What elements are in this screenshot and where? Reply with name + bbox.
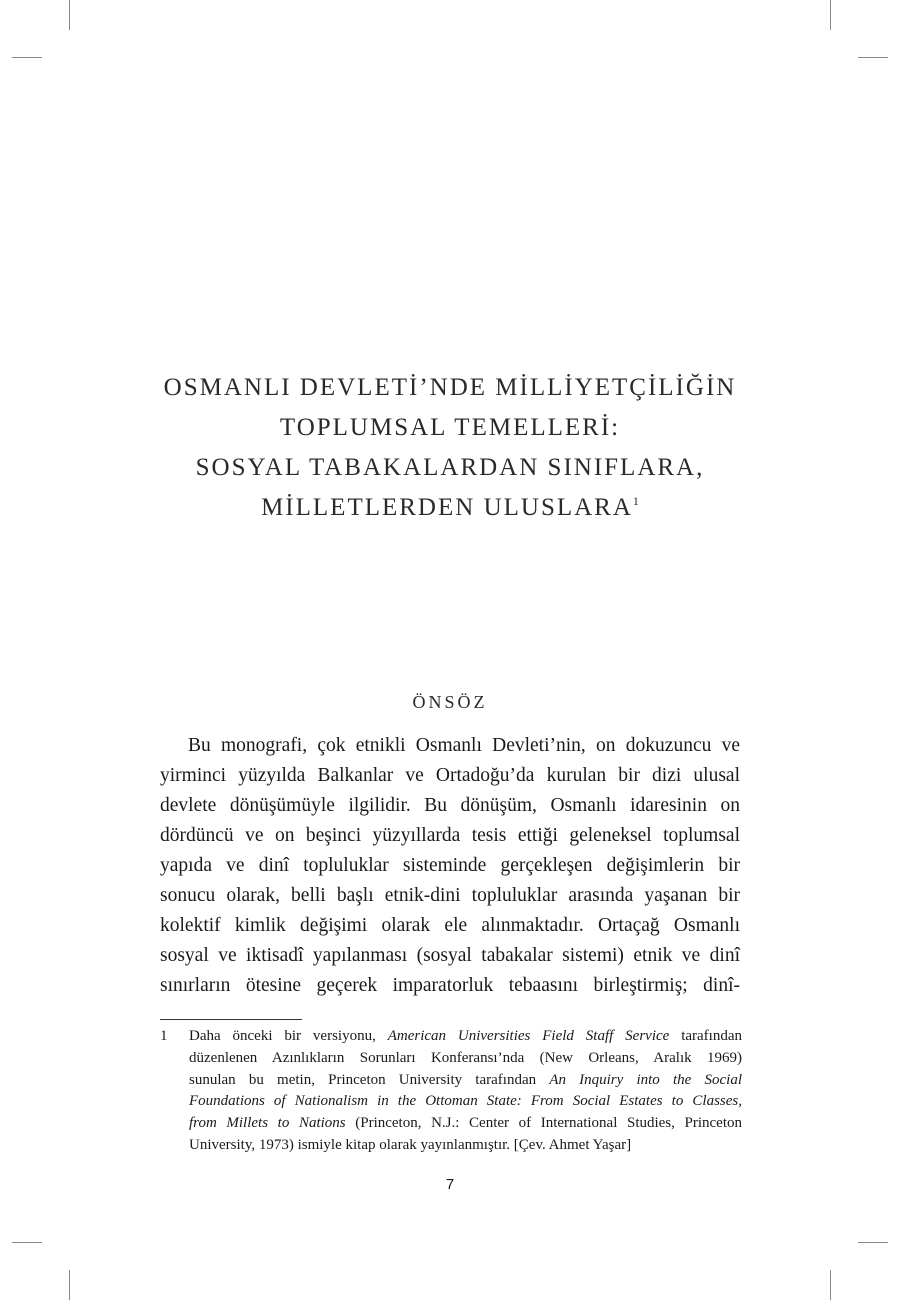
body-line: yirminci yüzyılda Balkanlar ve Ortadoğu’da kurulan bir dizi ulusal [160, 765, 740, 786]
title-line: OSMANLI DEVLETİ’NDE MİLLİYETÇİLİĞİN [163, 374, 737, 401]
footnote-italic-segment: An Inquiry into the Social [549, 1071, 742, 1088]
title-line: TOPLUMSAL TEMELLERİ: [279, 414, 621, 441]
footnote-number: 1 [160, 1028, 168, 1044]
title-line: SOSYAL TABAKALARDAN SINIFLARA, [195, 454, 705, 481]
body-line: sınırların ötesine geçerek imparatorluk tebaasını birleştirmiş; dinî- [160, 975, 740, 996]
body-line: Bu monografi, çok etnikli Osmanlı Devleti’nin, on dokuzuncu ve [188, 735, 740, 756]
body-line: sosyal ve iktisadî yapılanması (sosyal tabakalar sistemi) etnik ve dinî [160, 945, 740, 966]
footnote-line [189, 1113, 742, 1135]
crop-mark-bottom-left [69, 1270, 70, 1300]
crop-mark-bottom-right [830, 1270, 831, 1300]
body-paragraph [160, 731, 740, 1001]
crop-mark-right-bottom [858, 1242, 888, 1243]
footnote-line: University, 1973) ismiyle kitap olarak yayınlanmıştır. [Çev. Ahmet Yaşar] [189, 1136, 632, 1153]
crop-mark-left-top [12, 57, 42, 58]
footnote-italic-segment: Foundations of Nationalism in the Ottoman State: From Social Estates to Classes, [189, 1093, 742, 1110]
body-line: dördüncü ve on beşinci yüzyıllarda tesis ettiği geleneksel toplumsal [160, 825, 740, 846]
footnote-text-segment: tarafından [669, 1028, 742, 1044]
crop-mark-left-bottom [12, 1242, 42, 1243]
crop-mark-right-top [858, 57, 888, 58]
section-heading: ÖNSÖZ [412, 692, 488, 712]
footnote-text-segment: (Princeton, N.J.: Center of International Studies, Princeton [345, 1115, 742, 1132]
footnote-separator [160, 1019, 302, 1020]
crop-mark-top-right [830, 0, 831, 30]
crop-mark-top-left [69, 0, 70, 30]
body-line: devlete dönüşümüyle ilgilidir. Bu dönüşüm, Osmanlı idaresinin on [160, 795, 740, 816]
footnote [160, 1026, 742, 1157]
footnote-text-segment: sunulan bu metin, Princeton University tarafından [189, 1071, 550, 1088]
footnote-italic-segment: American Universities Field Staff Service [387, 1028, 670, 1044]
footnote-line [189, 1070, 742, 1092]
title-line-last [0, 488, 900, 528]
body-line: yapıda ve dinî topluluklar sisteminde gerçekleşen değişimlerin bir [160, 855, 740, 876]
page-number: 7 [445, 1176, 455, 1193]
footnote-line [189, 1091, 742, 1113]
body-line: sonucu olarak, belli başlı etnik-dini topluluklar arasında yaşanan bir [160, 885, 740, 906]
title-line-text: MİLLETLERDEN ULUSLARA [261, 494, 633, 521]
footnote-line [189, 1026, 742, 1048]
body-line: kolektif kimlik değişimi olarak ele alınmaktadır. Ortaçağ Osmanlı [160, 915, 740, 936]
footnote-text [189, 1026, 742, 1157]
footnote-text-segment: Daha önceki bir versiyonu, [189, 1028, 388, 1044]
footnote-line: düzenlenen Azınlıkların Sorunları Konferansı’nda (New Orleans, Aralık 1969) [189, 1049, 742, 1066]
footnote-italic-segment: from Millets to Nations [189, 1115, 346, 1132]
footnote-reference[interactable]: 1 [632, 494, 639, 508]
chapter-title [0, 368, 900, 528]
